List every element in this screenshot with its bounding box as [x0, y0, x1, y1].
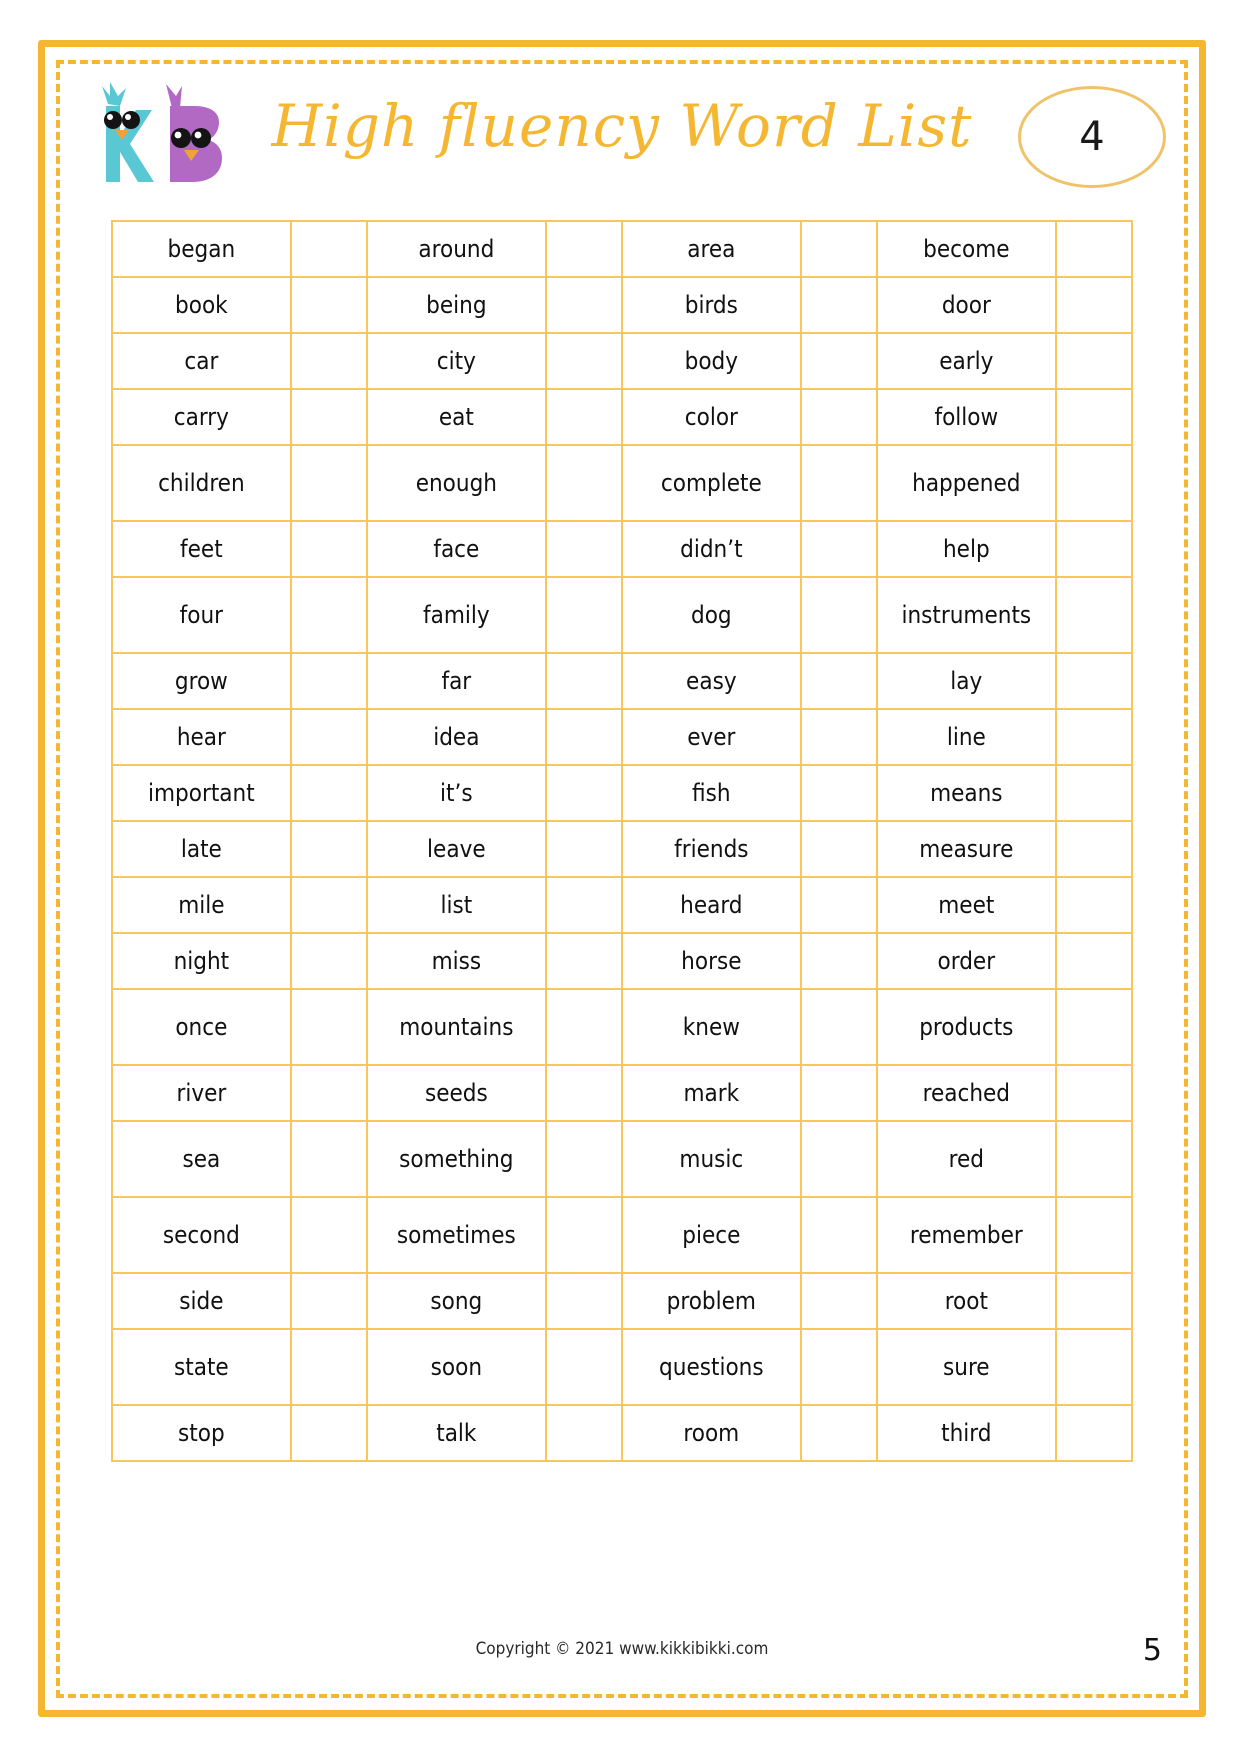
check-cell[interactable] [801, 521, 877, 577]
word-cell: list [367, 877, 546, 933]
table-row [112, 333, 1132, 389]
table-row [112, 1197, 1132, 1273]
check-cell[interactable] [1056, 1273, 1132, 1329]
word-cell: mountains [367, 989, 546, 1065]
check-cell[interactable] [291, 765, 367, 821]
word-cell: knew [622, 989, 801, 1065]
check-cell[interactable] [546, 521, 622, 577]
check-cell[interactable] [291, 277, 367, 333]
check-cell[interactable] [291, 653, 367, 709]
word-cell: friends [622, 821, 801, 877]
check-cell[interactable] [546, 1121, 622, 1197]
word-cell: feet [112, 521, 291, 577]
word-cell: help [877, 521, 1056, 577]
table-row [112, 277, 1132, 333]
check-cell[interactable] [1056, 709, 1132, 765]
check-cell[interactable] [546, 389, 622, 445]
check-cell[interactable] [546, 1405, 622, 1461]
check-cell[interactable] [1056, 277, 1132, 333]
check-cell[interactable] [801, 221, 877, 277]
word-cell: late [112, 821, 291, 877]
word-cell: being [367, 277, 546, 333]
check-cell[interactable] [801, 1121, 877, 1197]
word-cell: city [367, 333, 546, 389]
word-cell: questions [622, 1329, 801, 1405]
table-row [112, 989, 1132, 1065]
check-cell[interactable] [291, 389, 367, 445]
word-cell: leave [367, 821, 546, 877]
word-cell: music [622, 1121, 801, 1197]
check-cell[interactable] [801, 277, 877, 333]
check-cell[interactable] [291, 1197, 367, 1273]
word-cell: state [112, 1329, 291, 1405]
page-header [70, 72, 1174, 212]
word-cell: carry [112, 389, 291, 445]
table-row [112, 1121, 1132, 1197]
word-cell: color [622, 389, 801, 445]
check-cell[interactable] [1056, 521, 1132, 577]
word-cell: book [112, 277, 291, 333]
word-cell: red [877, 1121, 1056, 1197]
check-cell[interactable] [1056, 1329, 1132, 1405]
word-cell: eat [367, 389, 546, 445]
word-cell: around [367, 221, 546, 277]
word-cell: happened [877, 445, 1056, 521]
check-cell[interactable] [546, 445, 622, 521]
word-list-table [111, 220, 1133, 1462]
word-cell: idea [367, 709, 546, 765]
word-cell: miss [367, 933, 546, 989]
check-cell[interactable] [801, 1197, 877, 1273]
word-cell: sometimes [367, 1197, 546, 1273]
check-cell[interactable] [801, 877, 877, 933]
word-cell: products [877, 989, 1056, 1065]
check-cell[interactable] [801, 1065, 877, 1121]
page-footer [70, 1635, 1174, 1675]
word-cell: grow [112, 653, 291, 709]
check-cell[interactable] [291, 221, 367, 277]
word-cell: family [367, 577, 546, 653]
check-cell[interactable] [1056, 445, 1132, 521]
table-row [112, 821, 1132, 877]
word-cell: early [877, 333, 1056, 389]
check-cell[interactable] [546, 989, 622, 1065]
check-cell[interactable] [546, 1329, 622, 1405]
check-cell[interactable] [291, 821, 367, 877]
word-cell: dog [622, 577, 801, 653]
word-cell: enough [367, 445, 546, 521]
word-cell: reached [877, 1065, 1056, 1121]
check-cell[interactable] [291, 1065, 367, 1121]
check-cell[interactable] [1056, 765, 1132, 821]
word-cell: night [112, 933, 291, 989]
table-row [112, 877, 1132, 933]
word-cell: follow [877, 389, 1056, 445]
word-cell: remember [877, 1197, 1056, 1273]
word-cell: complete [622, 445, 801, 521]
table-row [112, 445, 1132, 521]
page-number: 5 [1142, 1633, 1162, 1668]
check-cell[interactable] [1056, 821, 1132, 877]
word-cell: third [877, 1405, 1056, 1461]
table-row [112, 521, 1132, 577]
check-cell[interactable] [1056, 1197, 1132, 1273]
check-cell[interactable] [801, 653, 877, 709]
word-cell: area [622, 221, 801, 277]
table-row [112, 653, 1132, 709]
word-cell: important [112, 765, 291, 821]
check-cell[interactable] [546, 277, 622, 333]
word-cell: easy [622, 653, 801, 709]
word-cell: means [877, 765, 1056, 821]
check-cell[interactable] [801, 1405, 877, 1461]
word-cell: root [877, 1273, 1056, 1329]
list-number-badge [1018, 86, 1166, 188]
check-cell[interactable] [291, 709, 367, 765]
word-cell: mark [622, 1065, 801, 1121]
word-cell: room [622, 1405, 801, 1461]
check-cell[interactable] [1056, 221, 1132, 277]
word-cell: heard [622, 877, 801, 933]
check-cell[interactable] [546, 333, 622, 389]
word-cell: birds [622, 277, 801, 333]
word-cell: something [367, 1121, 546, 1197]
word-cell: four [112, 577, 291, 653]
table-row [112, 389, 1132, 445]
check-cell[interactable] [801, 389, 877, 445]
check-cell[interactable] [801, 1273, 877, 1329]
word-cell: car [112, 333, 291, 389]
word-cell: measure [877, 821, 1056, 877]
word-cell: began [112, 221, 291, 277]
table-row [112, 709, 1132, 765]
check-cell[interactable] [801, 821, 877, 877]
check-cell[interactable] [546, 821, 622, 877]
check-cell[interactable] [291, 1329, 367, 1405]
word-cell: seeds [367, 1065, 546, 1121]
page-content [70, 72, 1174, 1685]
list-number-value: 4 [1079, 114, 1105, 160]
word-cell: body [622, 333, 801, 389]
check-cell[interactable] [801, 989, 877, 1065]
table-row [112, 1329, 1132, 1405]
check-cell[interactable] [291, 933, 367, 989]
word-cell: soon [367, 1329, 546, 1405]
check-cell[interactable] [546, 1065, 622, 1121]
word-cell: side [112, 1273, 291, 1329]
table-row [112, 221, 1132, 277]
check-cell[interactable] [1056, 577, 1132, 653]
word-cell: song [367, 1273, 546, 1329]
word-cell: piece [622, 1197, 801, 1273]
copyright-text: Copyright © 2021 www.kikkibikki.com [475, 1639, 769, 1659]
check-cell[interactable] [1056, 653, 1132, 709]
check-cell[interactable] [291, 521, 367, 577]
word-cell: problem [622, 1273, 801, 1329]
check-cell[interactable] [291, 1121, 367, 1197]
word-cell: order [877, 933, 1056, 989]
check-cell[interactable] [546, 653, 622, 709]
check-cell[interactable] [1056, 389, 1132, 445]
table-row [112, 1405, 1132, 1461]
check-cell[interactable] [546, 765, 622, 821]
check-cell[interactable] [546, 1197, 622, 1273]
word-cell: didn’t [622, 521, 801, 577]
check-cell[interactable] [1056, 333, 1132, 389]
word-cell: sure [877, 1329, 1056, 1405]
word-cell: meet [877, 877, 1056, 933]
word-cell: it’s [367, 765, 546, 821]
check-cell[interactable] [801, 765, 877, 821]
check-cell[interactable] [801, 445, 877, 521]
word-cell: stop [112, 1405, 291, 1461]
check-cell[interactable] [546, 577, 622, 653]
word-cell: second [112, 1197, 291, 1273]
word-cell: fish [622, 765, 801, 821]
word-cell: river [112, 1065, 291, 1121]
check-cell[interactable] [291, 577, 367, 653]
word-cell: ever [622, 709, 801, 765]
check-cell[interactable] [801, 1329, 877, 1405]
check-cell[interactable] [1056, 877, 1132, 933]
check-cell[interactable] [801, 577, 877, 653]
word-cell: door [877, 277, 1056, 333]
check-cell[interactable] [546, 709, 622, 765]
word-list-body [112, 221, 1132, 1461]
word-cell: line [877, 709, 1056, 765]
check-cell[interactable] [1056, 1065, 1132, 1121]
word-cell: horse [622, 933, 801, 989]
table-row [112, 1273, 1132, 1329]
table-row [112, 765, 1132, 821]
word-cell: instruments [877, 577, 1056, 653]
check-cell[interactable] [291, 989, 367, 1065]
check-cell[interactable] [291, 445, 367, 521]
word-cell: face [367, 521, 546, 577]
check-cell[interactable] [1056, 1121, 1132, 1197]
check-cell[interactable] [546, 221, 622, 277]
word-cell: once [112, 989, 291, 1065]
check-cell[interactable] [801, 933, 877, 989]
check-cell[interactable] [546, 933, 622, 989]
table-row [112, 577, 1132, 653]
word-cell: mile [112, 877, 291, 933]
word-cell: become [877, 221, 1056, 277]
word-cell: lay [877, 653, 1056, 709]
check-cell[interactable] [801, 333, 877, 389]
check-cell[interactable] [801, 709, 877, 765]
check-cell[interactable] [1056, 989, 1132, 1065]
check-cell[interactable] [291, 333, 367, 389]
check-cell[interactable] [1056, 933, 1132, 989]
table-row [112, 1065, 1132, 1121]
table-row [112, 933, 1132, 989]
check-cell[interactable] [291, 1405, 367, 1461]
word-cell: hear [112, 709, 291, 765]
check-cell[interactable] [291, 877, 367, 933]
check-cell[interactable] [1056, 1405, 1132, 1461]
word-cell: sea [112, 1121, 291, 1197]
word-cell: children [112, 445, 291, 521]
word-cell: far [367, 653, 546, 709]
word-cell: talk [367, 1405, 546, 1461]
check-cell[interactable] [546, 1273, 622, 1329]
check-cell[interactable] [291, 1273, 367, 1329]
check-cell[interactable] [546, 877, 622, 933]
page-title: High fluency Word List [271, 92, 973, 160]
